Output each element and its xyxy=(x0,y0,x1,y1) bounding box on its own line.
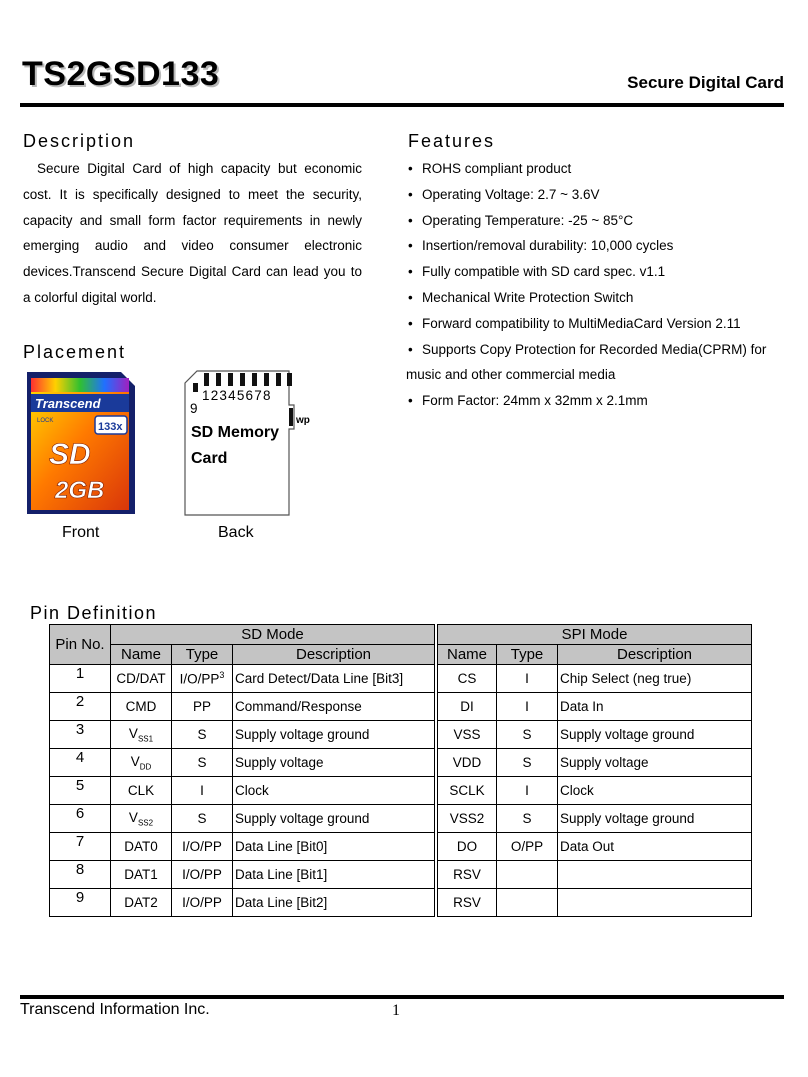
spi-desc-cell: Supply voltage ground xyxy=(558,721,752,749)
spi-desc-cell: Supply voltage xyxy=(558,749,752,777)
pin-number-cell: 6 xyxy=(50,805,111,833)
pin-definition-heading: Pin Definition xyxy=(30,603,158,623)
sd-type-cell xyxy=(172,749,233,777)
pin-number-cell: 7 xyxy=(50,833,111,861)
feature-item: • Operating Voltage: 2.7 ~ 3.6V xyxy=(406,182,790,208)
sd-type-cell xyxy=(172,889,233,917)
sd-name-text: V xyxy=(128,725,138,741)
sd-name-subscript: DD xyxy=(139,762,152,772)
feature-item: • Insertion/removal durability: 10,000 cycles xyxy=(406,233,790,259)
spi-name-cell: RSV xyxy=(438,861,497,889)
feature-item: • Form Factor: 24mm x 32mm x 2.1mm xyxy=(406,388,790,414)
sd-type-header: Type xyxy=(172,645,233,665)
table-row xyxy=(50,749,752,777)
sd-desc-cell: Supply voltage ground xyxy=(233,721,435,749)
spi-type-cell: I xyxy=(497,665,558,693)
sd-type-text: S xyxy=(197,727,207,742)
placement-heading: Placement xyxy=(23,342,127,362)
spi-name-cell: CS xyxy=(438,665,497,693)
sd-name-cell xyxy=(111,749,172,777)
spi-mode-header: SPI Mode xyxy=(438,625,752,645)
bullet-icon: • xyxy=(408,264,413,280)
sd-desc-cell: Supply voltage ground xyxy=(233,805,435,833)
sd-name-text: V xyxy=(130,753,140,769)
sd-type-text: S xyxy=(197,755,207,770)
pin-number-cell: 3 xyxy=(50,721,111,749)
footer-rule xyxy=(20,995,784,999)
sd-name-text: CMD xyxy=(125,699,157,714)
sd-name-subscript: SS1 xyxy=(137,734,154,744)
features-heading: Features xyxy=(408,131,496,151)
table-row xyxy=(50,889,752,917)
spi-name-cell: VSS xyxy=(438,721,497,749)
spi-type-cell: S xyxy=(497,721,558,749)
doc-title: TS2GSD133 xyxy=(22,55,220,93)
spi-desc-cell xyxy=(558,861,752,889)
spi-desc-cell: Clock xyxy=(558,777,752,805)
spi-name-cell: SCLK xyxy=(438,777,497,805)
table-header-row-1 xyxy=(50,625,752,645)
write-protect-switch xyxy=(289,408,293,426)
sd-type-text: I/O/PP xyxy=(179,671,220,687)
sd-name-cell xyxy=(111,805,172,833)
sd-desc-header: Description xyxy=(233,645,435,665)
feature-item: • Mechanical Write Protection Switch xyxy=(406,285,790,311)
pin-number-nine: 9 xyxy=(190,401,198,416)
sd-type-cell xyxy=(172,721,233,749)
sd-name-text: DAT2 xyxy=(124,895,158,910)
spi-type-cell: S xyxy=(497,749,558,777)
bullet-icon: • xyxy=(408,393,413,409)
sd-desc-cell: Card Detect/Data Line [Bit3] xyxy=(233,665,435,693)
bullet-icon: • xyxy=(408,212,413,228)
card-capacity: 2GB xyxy=(55,477,105,504)
sd-name-cell xyxy=(111,665,172,693)
pin-number-cell: 9 xyxy=(50,889,111,917)
spi-type-cell xyxy=(497,889,558,917)
back-line1: SD Memory xyxy=(191,424,280,441)
footer-company: Transcend Information Inc. xyxy=(20,1001,210,1018)
spi-desc-cell: Supply voltage ground xyxy=(558,805,752,833)
header-rule xyxy=(20,103,784,107)
spi-type-cell: I xyxy=(497,693,558,721)
sd-desc-cell: Data Line [Bit2] xyxy=(233,889,435,917)
spi-desc-header: Description xyxy=(558,645,752,665)
pin-number-cell: 1 xyxy=(50,665,111,693)
sd-name-subscript: SS2 xyxy=(137,818,154,828)
spi-name-cell: DI xyxy=(438,693,497,721)
sd-name-cell xyxy=(111,861,172,889)
table-row xyxy=(50,833,752,861)
speed-badge-text: 133x xyxy=(98,421,123,433)
table-row xyxy=(50,665,752,693)
spi-type-cell: I xyxy=(497,777,558,805)
sd-type-cell xyxy=(172,777,233,805)
sd-name-text: CLK xyxy=(127,783,155,798)
sd-desc-cell: Command/Response xyxy=(233,693,435,721)
card-brand-text: Transcend xyxy=(35,396,101,411)
description-heading: Description xyxy=(23,131,136,151)
sd-desc-cell: Data Line [Bit0] xyxy=(233,833,435,861)
pin-table-body xyxy=(50,665,752,917)
sd-name-cell xyxy=(111,889,172,917)
sd-desc-cell: Data Line [Bit1] xyxy=(233,861,435,889)
card-lock-text: LOCK xyxy=(37,418,54,424)
pin-no-header: Pin No. xyxy=(50,625,111,665)
sd-name-cell xyxy=(111,833,172,861)
sd-type-text: S xyxy=(197,811,207,826)
table-row xyxy=(50,861,752,889)
feature-item: • Fully compatible with SD card spec. v1.1 xyxy=(406,259,790,285)
spi-name-header: Name xyxy=(438,645,497,665)
sd-name-text: DAT0 xyxy=(124,839,158,854)
bullet-icon: • xyxy=(408,289,413,305)
sd-desc-cell: Supply voltage xyxy=(233,749,435,777)
spi-name-cell: VSS2 xyxy=(438,805,497,833)
spi-type-header: Type xyxy=(497,645,558,665)
sd-name-text: CD/DAT xyxy=(116,671,166,686)
table-row xyxy=(50,777,752,805)
sd-desc-cell: Clock xyxy=(233,777,435,805)
sd-name-header: Name xyxy=(111,645,172,665)
pin-definition-table xyxy=(49,624,752,917)
bullet-icon: • xyxy=(408,238,413,254)
spi-desc-cell: Data Out xyxy=(558,833,752,861)
spi-desc-cell xyxy=(558,889,752,917)
sd-logo: SD xyxy=(49,438,91,471)
spi-type-cell: S xyxy=(497,805,558,833)
bullet-icon: • xyxy=(408,161,413,176)
spi-type-cell: O/PP xyxy=(497,833,558,861)
sd-name-cell xyxy=(111,693,172,721)
spi-name-cell: VDD xyxy=(438,749,497,777)
sd-type-text: PP xyxy=(192,699,211,714)
feature-item: • Forward compatibility to MultiMediaCard Version 2.11 xyxy=(406,311,790,337)
pin-numbers-top: 12345678 xyxy=(202,388,272,403)
sd-name-cell xyxy=(111,777,172,805)
pin-number-cell: 8 xyxy=(50,861,111,889)
sd-type-cell xyxy=(172,833,233,861)
feature-item: • Supports Copy Protection for Recorded Media(CPRM) for music and other commercial media xyxy=(406,337,790,389)
sd-name-text: V xyxy=(128,809,138,825)
table-header-row-2 xyxy=(50,645,752,665)
table-row xyxy=(50,721,752,749)
wp-label: wp xyxy=(296,415,310,426)
pin-number-cell: 5 xyxy=(50,777,111,805)
description-text: Secure Digital Card of high capacity but economic cost. It is specifically designed to meet the security, capacity and small form factor requirements in newly emerging audio and video consumer electronic devices.Transcend Secure Digital Card can lead you to a colorful digital world. xyxy=(23,161,362,305)
table-row xyxy=(50,693,752,721)
sd-card-back-image xyxy=(184,370,314,516)
feature-item: • Operating Temperature: -25 ~ 85°C xyxy=(406,208,790,234)
bullet-icon: • xyxy=(408,341,413,357)
sd-name-cell xyxy=(111,721,172,749)
back-caption: Back xyxy=(218,524,254,541)
sd-type-cell xyxy=(172,861,233,889)
sd-type-text: I xyxy=(200,783,204,798)
sd-type-cell xyxy=(172,665,233,693)
back-line2: Card xyxy=(191,450,228,467)
front-caption: Front xyxy=(62,524,100,541)
sd-name-text: DAT1 xyxy=(124,867,158,882)
sd-type-cell xyxy=(172,805,233,833)
spi-name-cell: DO xyxy=(438,833,497,861)
table-row xyxy=(50,805,752,833)
pin-number-cell: 4 xyxy=(50,749,111,777)
sd-type-superscript: 3 xyxy=(219,670,225,681)
bullet-icon: • xyxy=(408,186,413,202)
doc-subtitle: Secure Digital Card xyxy=(627,73,784,92)
sd-type-text: I/O/PP xyxy=(182,895,222,910)
sd-type-text: I/O/PP xyxy=(182,839,222,854)
sd-card-front-image xyxy=(25,370,137,516)
bullet-icon: • xyxy=(408,315,413,331)
spi-type-cell xyxy=(497,861,558,889)
spi-name-cell: RSV xyxy=(438,889,497,917)
sd-type-cell xyxy=(172,693,233,721)
features-list xyxy=(406,156,790,414)
feature-item: • ROHS compliant product xyxy=(406,156,790,182)
card-rainbow-stripe xyxy=(31,378,129,392)
sd-type-text: I/O/PP xyxy=(182,867,222,882)
spi-desc-cell: Chip Select (neg true) xyxy=(558,665,752,693)
spi-desc-cell: Data In xyxy=(558,693,752,721)
footer-page-number: 1 xyxy=(392,1002,400,1019)
pin-number-cell: 2 xyxy=(50,693,111,721)
sd-mode-header: SD Mode xyxy=(111,625,435,645)
